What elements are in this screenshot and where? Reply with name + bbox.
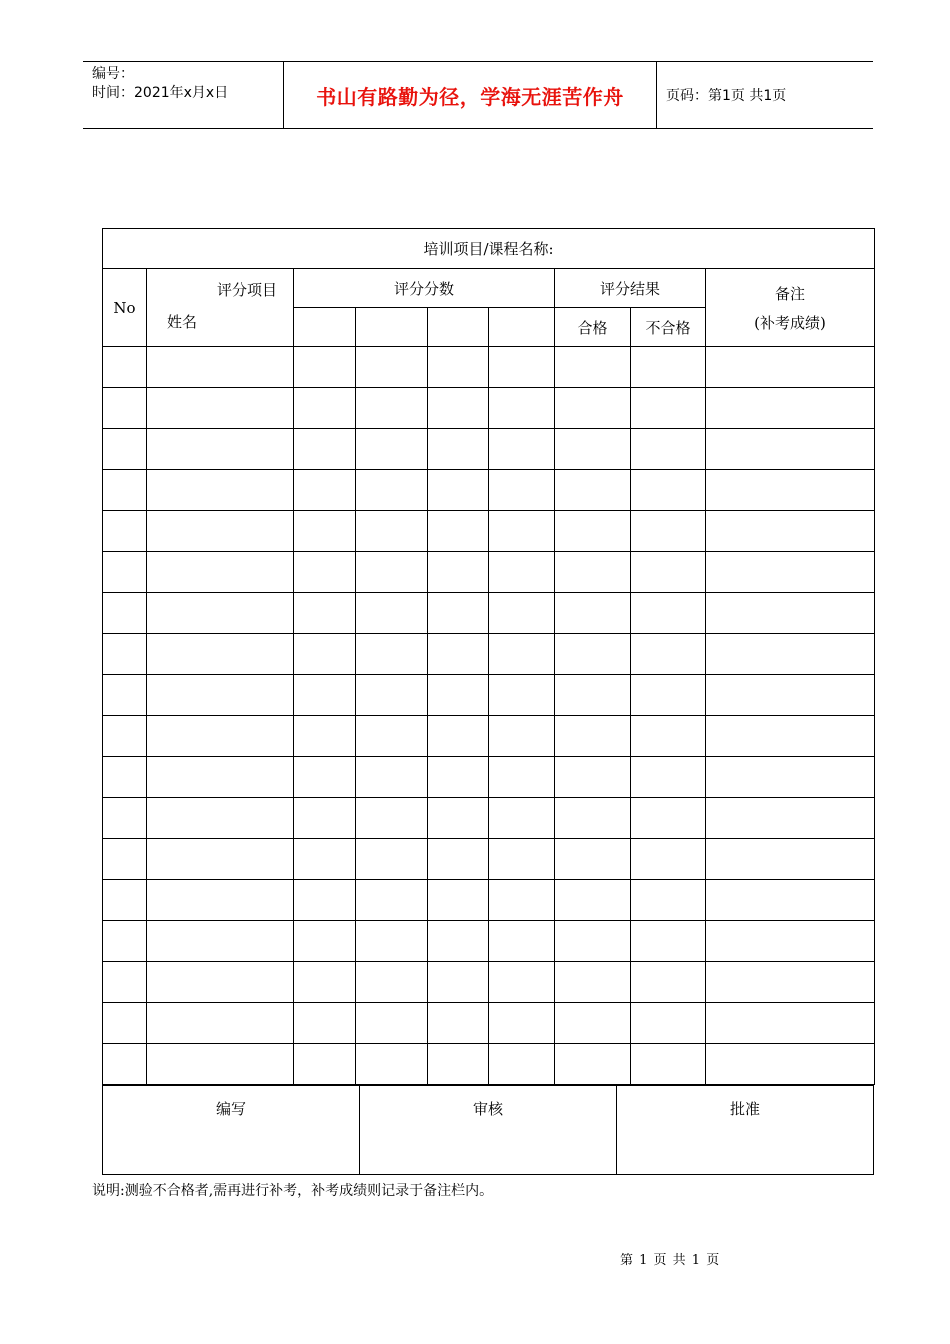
col-pass-header: 合格 (555, 308, 631, 347)
header-meta (83, 62, 283, 128)
table-cell[interactable] (706, 470, 875, 511)
sign-write-cell[interactable]: 编写 (103, 1086, 360, 1175)
table-cell[interactable] (147, 347, 294, 388)
table-cell[interactable] (356, 716, 428, 757)
table-cell[interactable] (555, 1003, 631, 1044)
table-cell[interactable] (706, 839, 875, 880)
score-col-4-header (489, 308, 555, 347)
table-cell[interactable] (103, 1003, 147, 1044)
table-cell[interactable] (356, 757, 428, 798)
table-cell[interactable] (631, 634, 706, 675)
table-cell[interactable] (428, 511, 489, 552)
col-name-label: 姓名 (167, 313, 198, 331)
table-cell[interactable] (706, 429, 875, 470)
table-cell[interactable] (294, 1003, 356, 1044)
table-cell[interactable] (356, 1044, 428, 1085)
table-row (103, 1003, 875, 1044)
table-cell[interactable] (147, 757, 294, 798)
score-col-1-header (294, 308, 356, 347)
table-cell[interactable] (489, 675, 555, 716)
table-cell[interactable] (555, 675, 631, 716)
table-cell[interactable] (555, 429, 631, 470)
table-cell[interactable] (103, 429, 147, 470)
table-cell[interactable] (294, 593, 356, 634)
table-cell[interactable] (356, 798, 428, 839)
table-cell[interactable] (356, 429, 428, 470)
table-cell[interactable] (489, 388, 555, 429)
table-cell[interactable] (631, 347, 706, 388)
table-cell[interactable] (103, 757, 147, 798)
table-cell[interactable] (631, 798, 706, 839)
training-score-table (102, 228, 875, 1085)
table-cell[interactable] (103, 388, 147, 429)
table-cell[interactable] (706, 593, 875, 634)
table-cell[interactable] (428, 839, 489, 880)
signature-table (102, 1085, 874, 1175)
col-remark-header (706, 269, 875, 347)
table-cell[interactable] (356, 552, 428, 593)
table-cell[interactable] (103, 593, 147, 634)
table-cell[interactable] (147, 593, 294, 634)
col-result-header: 评分结果 (555, 269, 706, 308)
table-cell[interactable] (147, 880, 294, 921)
table-cell[interactable] (706, 798, 875, 839)
table-cell[interactable] (555, 716, 631, 757)
table-row (103, 880, 875, 921)
table-row (103, 388, 875, 429)
table-cell[interactable] (631, 429, 706, 470)
table-body (103, 347, 875, 1085)
table-cell[interactable] (103, 962, 147, 1003)
table-cell[interactable] (294, 347, 356, 388)
table-row (103, 798, 875, 839)
table-cell[interactable] (631, 716, 706, 757)
table-cell[interactable] (555, 593, 631, 634)
table-cell[interactable] (428, 921, 489, 962)
table-cell[interactable] (555, 798, 631, 839)
table-cell[interactable] (706, 634, 875, 675)
col-remark-label: 备注 (775, 284, 806, 303)
note-text: 说明:测验不合格者,需再进行补考，补考成绩则记录于备注栏内。 (92, 1183, 494, 1199)
table-cell[interactable] (147, 388, 294, 429)
table-cell[interactable] (489, 1044, 555, 1085)
table-cell[interactable] (147, 511, 294, 552)
time-label: 时间：2021年x月x日 (92, 85, 229, 101)
table-cell[interactable] (294, 552, 356, 593)
course-name-field[interactable]: 培训项目/课程名称: (103, 229, 875, 269)
page-header (83, 61, 873, 129)
table-cell[interactable] (631, 388, 706, 429)
table-cell[interactable] (631, 1003, 706, 1044)
table-row (103, 675, 875, 716)
table-cell[interactable] (103, 798, 147, 839)
table-cell[interactable] (706, 757, 875, 798)
table-cell[interactable] (555, 921, 631, 962)
table-cell[interactable] (103, 921, 147, 962)
table-cell[interactable] (147, 675, 294, 716)
table-cell[interactable] (294, 634, 356, 675)
table-cell[interactable] (294, 962, 356, 1003)
table-cell[interactable] (428, 798, 489, 839)
col-remark-sub-label: (补考成绩) (754, 313, 826, 332)
table-cell[interactable] (489, 921, 555, 962)
table-cell[interactable] (356, 388, 428, 429)
table-row (103, 552, 875, 593)
table-cell[interactable] (706, 921, 875, 962)
table-cell[interactable] (428, 388, 489, 429)
table-cell[interactable] (356, 839, 428, 880)
table-cell[interactable] (489, 798, 555, 839)
table-cell[interactable] (706, 1003, 875, 1044)
table-cell[interactable] (428, 429, 489, 470)
table-cell[interactable] (294, 880, 356, 921)
table-cell[interactable] (428, 1044, 489, 1085)
table-cell[interactable] (294, 839, 356, 880)
table-cell[interactable] (555, 634, 631, 675)
table-cell[interactable] (706, 716, 875, 757)
table-cell[interactable] (631, 1044, 706, 1085)
table-row (103, 429, 875, 470)
page-footer: 第 1 页 共 1 页 (620, 1253, 721, 1268)
table-cell[interactable] (489, 634, 555, 675)
table-cell[interactable] (631, 757, 706, 798)
table-cell[interactable] (428, 347, 489, 388)
table-cell[interactable] (103, 839, 147, 880)
table-cell[interactable] (706, 1044, 875, 1085)
table-cell[interactable] (147, 798, 294, 839)
table-cell[interactable] (489, 593, 555, 634)
table-cell[interactable] (356, 470, 428, 511)
table-cell[interactable] (489, 429, 555, 470)
table-cell[interactable] (294, 921, 356, 962)
table-cell[interactable] (428, 716, 489, 757)
table-cell[interactable] (103, 347, 147, 388)
table-cell[interactable] (356, 347, 428, 388)
table-cell[interactable] (631, 880, 706, 921)
table-row (103, 921, 875, 962)
table-cell[interactable] (555, 552, 631, 593)
table-cell[interactable] (356, 634, 428, 675)
table-cell[interactable] (428, 675, 489, 716)
table-cell[interactable] (706, 962, 875, 1003)
table-cell[interactable] (631, 593, 706, 634)
table-cell[interactable] (294, 716, 356, 757)
table-cell[interactable] (356, 675, 428, 716)
table-cell[interactable] (489, 880, 555, 921)
table-cell[interactable] (428, 634, 489, 675)
table-cell[interactable] (706, 880, 875, 921)
table-cell[interactable] (631, 921, 706, 962)
table-cell[interactable] (294, 511, 356, 552)
table-cell[interactable] (489, 470, 555, 511)
col-no-header: No (103, 269, 147, 347)
table-cell[interactable] (428, 470, 489, 511)
table-cell[interactable] (489, 347, 555, 388)
table-cell[interactable] (489, 511, 555, 552)
table-cell[interactable] (706, 675, 875, 716)
col-item-name-header (147, 269, 294, 347)
table-cell[interactable] (356, 921, 428, 962)
table-cell[interactable] (147, 921, 294, 962)
table-cell[interactable] (489, 716, 555, 757)
table-cell[interactable] (706, 511, 875, 552)
header-page-label: 页码：第1页 共1页 (666, 88, 787, 104)
table-cell[interactable] (631, 470, 706, 511)
table-row (103, 593, 875, 634)
table-cell[interactable] (555, 511, 631, 552)
table-cell[interactable] (294, 388, 356, 429)
table-row (103, 1044, 875, 1085)
col-fail-header: 不合格 (631, 308, 706, 347)
col-item-label: 评分项目 (216, 281, 277, 299)
table-row (103, 347, 875, 388)
table-cell[interactable] (555, 839, 631, 880)
table-row (103, 634, 875, 675)
table-cell[interactable] (356, 962, 428, 1003)
table-cell[interactable] (147, 552, 294, 593)
table-cell[interactable] (147, 470, 294, 511)
table-cell[interactable] (103, 634, 147, 675)
table-cell[interactable] (631, 511, 706, 552)
table-cell[interactable] (706, 347, 875, 388)
table-cell[interactable] (706, 552, 875, 593)
table-cell[interactable] (555, 388, 631, 429)
table-row (103, 511, 875, 552)
table-cell[interactable] (428, 757, 489, 798)
table-row (103, 962, 875, 1003)
table-cell[interactable] (147, 634, 294, 675)
table-cell[interactable] (147, 1044, 294, 1085)
table-cell[interactable] (489, 552, 555, 593)
table-cell[interactable] (555, 962, 631, 1003)
table-cell[interactable] (147, 1003, 294, 1044)
table-cell[interactable] (555, 757, 631, 798)
table-cell[interactable] (706, 388, 875, 429)
table-cell[interactable] (103, 716, 147, 757)
table-row (103, 757, 875, 798)
table-cell[interactable] (356, 593, 428, 634)
table-cell[interactable] (631, 839, 706, 880)
table-row (103, 839, 875, 880)
table-cell[interactable] (294, 429, 356, 470)
table-cell[interactable] (103, 511, 147, 552)
header-motto: 书山有路勤为径，学海无涯苦作舟 (283, 62, 657, 128)
score-col-3-header (428, 308, 489, 347)
table-cell[interactable] (631, 675, 706, 716)
table-row (103, 716, 875, 757)
table-cell[interactable] (294, 757, 356, 798)
table-cell[interactable] (103, 470, 147, 511)
table-cell[interactable] (147, 429, 294, 470)
table-cell[interactable] (356, 511, 428, 552)
sign-approve-cell[interactable]: 批准 (617, 1086, 874, 1175)
table-cell[interactable] (555, 1044, 631, 1085)
table-cell[interactable] (147, 962, 294, 1003)
score-col-2-header (356, 308, 428, 347)
table-cell[interactable] (489, 1003, 555, 1044)
table-cell[interactable] (356, 880, 428, 921)
table-cell[interactable] (489, 757, 555, 798)
table-cell[interactable] (428, 1003, 489, 1044)
table-cell[interactable] (103, 552, 147, 593)
table-cell[interactable] (428, 593, 489, 634)
table-cell[interactable] (631, 962, 706, 1003)
table-cell[interactable] (631, 552, 706, 593)
table-cell[interactable] (428, 962, 489, 1003)
table-cell[interactable] (147, 716, 294, 757)
table-cell[interactable] (428, 880, 489, 921)
col-scores-header: 评分分数 (294, 269, 555, 308)
sign-review-cell[interactable]: 审核 (360, 1086, 617, 1175)
table-cell[interactable] (555, 470, 631, 511)
table-cell[interactable] (103, 880, 147, 921)
table-cell[interactable] (428, 552, 489, 593)
table-cell[interactable] (555, 347, 631, 388)
table-cell[interactable] (489, 839, 555, 880)
table-cell[interactable] (103, 1044, 147, 1085)
table-cell[interactable] (103, 675, 147, 716)
table-cell[interactable] (294, 1044, 356, 1085)
table-cell[interactable] (294, 798, 356, 839)
table-cell[interactable] (489, 962, 555, 1003)
table-cell[interactable] (555, 880, 631, 921)
table-cell[interactable] (356, 1003, 428, 1044)
number-label: 编号： (92, 66, 134, 82)
table-cell[interactable] (147, 839, 294, 880)
table-row (103, 470, 875, 511)
table-cell[interactable] (294, 470, 356, 511)
table-cell[interactable] (294, 675, 356, 716)
